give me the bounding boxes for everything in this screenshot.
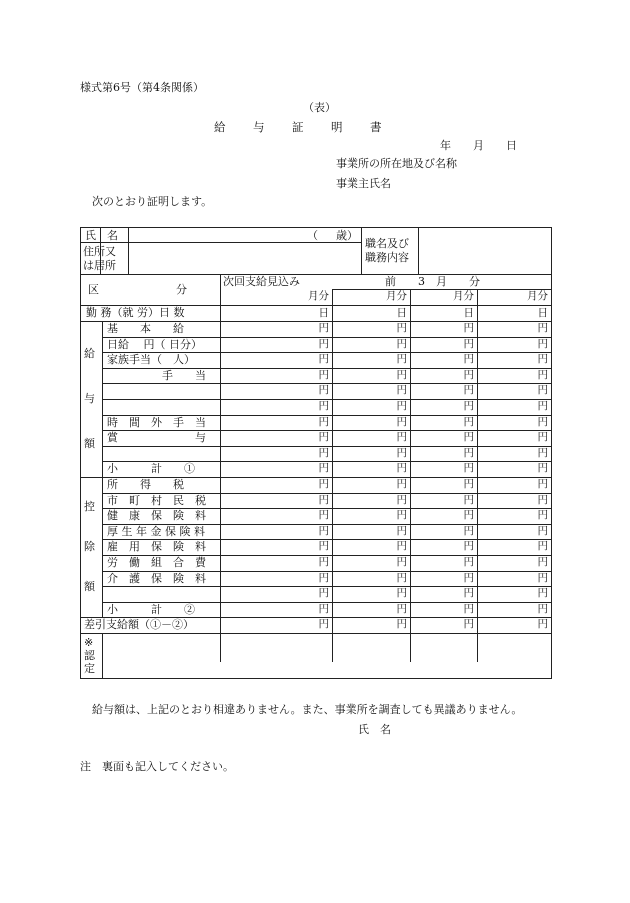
yen-unit: 円 bbox=[396, 556, 407, 568]
yen-unit: 円 bbox=[396, 493, 407, 506]
net-yen-unit: 円 bbox=[463, 618, 474, 631]
yen-unit: 円 bbox=[396, 462, 407, 475]
salary-row-label: 家族手当（ 人） bbox=[107, 353, 195, 367]
table-rule bbox=[220, 274, 221, 646]
address-label-2: は居所 bbox=[83, 259, 116, 272]
deduction-row-label: 労 働 組 合 費 bbox=[107, 556, 206, 569]
yen-unit: 円 bbox=[396, 571, 407, 584]
yen-unit: 円 bbox=[537, 400, 548, 412]
yen-unit: 円 bbox=[396, 431, 407, 444]
yen-unit: 円 bbox=[463, 602, 474, 615]
yen-unit: 円 bbox=[537, 337, 548, 350]
work-days-unit-4: 日 bbox=[537, 307, 548, 319]
form-number: 様式第6号（第4条関係） bbox=[80, 81, 204, 94]
yen-unit: 円 bbox=[537, 462, 548, 475]
table-border-top bbox=[80, 227, 552, 228]
yen-unit: 円 bbox=[318, 384, 329, 397]
signature-label: 氏 名 bbox=[358, 723, 391, 736]
yen-unit: 円 bbox=[396, 337, 407, 350]
yen-unit: 円 bbox=[318, 587, 329, 600]
yen-unit: 円 bbox=[463, 540, 474, 553]
yen-unit: 円 bbox=[537, 415, 548, 428]
yen-unit: 円 bbox=[396, 587, 407, 600]
yen-unit: 円 bbox=[537, 587, 548, 600]
table-rule bbox=[220, 646, 221, 662]
next-payment-label: 次回支給見込み bbox=[223, 275, 300, 288]
yen-unit: 円 bbox=[537, 322, 548, 334]
yen-unit: 円 bbox=[318, 415, 329, 428]
deduction-group-label-char: 額 bbox=[84, 580, 95, 594]
yen-unit: 円 bbox=[463, 524, 474, 537]
yen-unit: 円 bbox=[318, 446, 329, 459]
yen-unit: 円 bbox=[537, 384, 548, 397]
certification-mark-char: ※ bbox=[84, 636, 94, 649]
table-rule bbox=[410, 289, 411, 662]
yen-unit: 円 bbox=[318, 556, 329, 568]
yen-unit: 円 bbox=[318, 431, 329, 444]
deduction-row-label: 厚 生 年 金 保 険 料 bbox=[107, 524, 205, 538]
yen-unit: 円 bbox=[396, 415, 407, 428]
table-rule bbox=[477, 289, 478, 662]
yen-unit: 円 bbox=[318, 524, 329, 537]
deduction-row-label: 所 得 税 bbox=[107, 478, 184, 491]
yen-unit: 円 bbox=[396, 446, 407, 459]
yen-unit: 円 bbox=[396, 368, 407, 381]
yen-unit: 円 bbox=[396, 400, 407, 412]
yen-unit: 円 bbox=[463, 400, 474, 412]
prev-month-3-unit: 月分 bbox=[527, 290, 548, 302]
deduction-row-label: 健 康 保 険 料 bbox=[107, 509, 206, 523]
yen-unit: 円 bbox=[537, 571, 548, 584]
office-label: 事業所の所在地及び名称 bbox=[336, 157, 457, 170]
yen-unit: 円 bbox=[318, 493, 329, 506]
deduction-row-label: 介 護 保 険 料 bbox=[107, 571, 206, 585]
yen-unit: 円 bbox=[463, 353, 474, 366]
table-rule bbox=[418, 227, 419, 274]
salary-row-label: 時 間 外 手 当 bbox=[107, 415, 206, 429]
yen-unit: 円 bbox=[537, 540, 548, 553]
yen-unit: 円 bbox=[463, 322, 474, 334]
salary-group-label-char: 額 bbox=[84, 437, 95, 451]
front-side-mark: （表） bbox=[303, 101, 336, 114]
table-rule bbox=[102, 633, 103, 679]
salary-row-label: 賞 与 bbox=[107, 431, 206, 445]
employer-label: 事業主氏名 bbox=[336, 177, 391, 190]
salary-group-label-char: 与 bbox=[84, 392, 95, 405]
yen-unit: 円 bbox=[537, 493, 548, 506]
statement-text: 給与額は、上記のとおり相違ありません。また、事業所を調査しても異議ありません。 bbox=[92, 703, 523, 716]
table-border-right bbox=[551, 227, 552, 679]
table-rule bbox=[80, 274, 552, 275]
yen-unit: 円 bbox=[537, 431, 548, 444]
salary-group-label-char: 給 bbox=[84, 346, 95, 360]
yen-unit: 円 bbox=[318, 337, 329, 350]
salary-row-label: 小 計 ① bbox=[107, 462, 195, 476]
yen-unit: 円 bbox=[537, 556, 548, 568]
work-days-unit-1: 日 bbox=[318, 307, 329, 319]
yen-unit: 円 bbox=[318, 400, 329, 412]
net-yen-unit: 円 bbox=[318, 618, 329, 631]
table-rule bbox=[80, 633, 552, 634]
address-label-1: 住所又 bbox=[83, 245, 116, 258]
yen-unit: 円 bbox=[463, 571, 474, 584]
yen-unit: 円 bbox=[463, 509, 474, 522]
prev-month-1-unit: 月分 bbox=[386, 290, 407, 302]
intro-text: 次のとおり証明します。 bbox=[92, 195, 213, 208]
date-line: 年 月 日 bbox=[440, 139, 517, 152]
deduction-group-label-char: 除 bbox=[84, 540, 95, 554]
net-yen-unit: 円 bbox=[537, 618, 548, 631]
next-payment-month-unit: 月分 bbox=[308, 290, 329, 302]
yen-unit: 円 bbox=[463, 493, 474, 506]
yen-unit: 円 bbox=[318, 571, 329, 584]
job-label-2: 職務内容 bbox=[365, 251, 409, 264]
category-label: 区 分 bbox=[88, 283, 187, 296]
certification-mark-char: 定 bbox=[84, 662, 95, 675]
deduction-group-label-char: 控 bbox=[84, 500, 95, 514]
yen-unit: 円 bbox=[537, 353, 548, 366]
yen-unit: 円 bbox=[463, 368, 474, 381]
yen-unit: 円 bbox=[463, 478, 474, 490]
yen-unit: 円 bbox=[537, 602, 548, 615]
yen-unit: 円 bbox=[463, 462, 474, 475]
yen-unit: 円 bbox=[396, 524, 407, 537]
age-unit: 歳） bbox=[336, 229, 358, 242]
deduction-row-label: 小 計 ② bbox=[107, 602, 195, 616]
name-label: 氏 名 bbox=[85, 229, 118, 242]
yen-unit: 円 bbox=[396, 322, 407, 334]
yen-unit: 円 bbox=[537, 509, 548, 522]
yen-unit: 円 bbox=[318, 322, 329, 334]
yen-unit: 円 bbox=[396, 384, 407, 397]
yen-unit: 円 bbox=[463, 384, 474, 397]
prev-month-2-unit: 月分 bbox=[453, 290, 474, 302]
yen-unit: 円 bbox=[318, 509, 329, 522]
age-paren: （ bbox=[307, 229, 318, 242]
yen-unit: 円 bbox=[318, 478, 329, 490]
yen-unit: 円 bbox=[463, 446, 474, 459]
previous-three-months-label: 前 3 月 分 bbox=[385, 275, 480, 288]
yen-unit: 円 bbox=[463, 337, 474, 350]
table-rule bbox=[80, 242, 361, 243]
job-label-1: 職名及び bbox=[365, 237, 409, 250]
table-rule bbox=[128, 227, 129, 274]
salary-certificate-table bbox=[80, 227, 552, 679]
yen-unit: 円 bbox=[396, 353, 407, 366]
deduction-row-label: 雇 用 保 険 料 bbox=[107, 540, 206, 554]
yen-unit: 円 bbox=[318, 462, 329, 475]
certification-mark-char: 認 bbox=[84, 649, 95, 662]
net-payment-label: 差引支給額（①－②） bbox=[84, 618, 194, 632]
yen-unit: 円 bbox=[463, 587, 474, 600]
yen-unit: 円 bbox=[396, 602, 407, 615]
table-border-left bbox=[80, 227, 81, 679]
yen-unit: 円 bbox=[537, 368, 548, 381]
yen-unit: 円 bbox=[537, 446, 548, 459]
net-yen-unit: 円 bbox=[396, 618, 407, 631]
table-rule bbox=[361, 227, 362, 274]
table-rule bbox=[332, 289, 333, 662]
yen-unit: 円 bbox=[396, 509, 407, 522]
yen-unit: 円 bbox=[318, 602, 329, 615]
yen-unit: 円 bbox=[537, 524, 548, 537]
table-rule bbox=[102, 321, 103, 617]
yen-unit: 円 bbox=[463, 556, 474, 568]
yen-unit: 円 bbox=[463, 415, 474, 428]
work-days-unit-2: 日 bbox=[396, 307, 407, 319]
salary-row-label: 基 本 給 bbox=[107, 322, 184, 335]
yen-unit: 円 bbox=[537, 478, 548, 490]
yen-unit: 円 bbox=[318, 540, 329, 553]
yen-unit: 円 bbox=[463, 431, 474, 444]
yen-unit: 円 bbox=[396, 540, 407, 553]
note-text: 注 裏面も記入してください。 bbox=[80, 760, 234, 773]
yen-unit: 円 bbox=[318, 353, 329, 366]
salary-row-label: 日給 円（ 日分） bbox=[107, 337, 202, 351]
work-days-label: 勤 務（就 労）日 数 bbox=[86, 306, 185, 319]
work-days-unit-3: 日 bbox=[463, 307, 474, 319]
yen-unit: 円 bbox=[396, 478, 407, 490]
yen-unit: 円 bbox=[318, 368, 329, 381]
table-border-bottom bbox=[80, 678, 552, 679]
deduction-row-label: 市 町 村 民 税 bbox=[107, 493, 206, 507]
salary-row-label: 手 当 bbox=[107, 368, 206, 382]
page-title: 給 与 証 明 書 bbox=[214, 120, 390, 134]
